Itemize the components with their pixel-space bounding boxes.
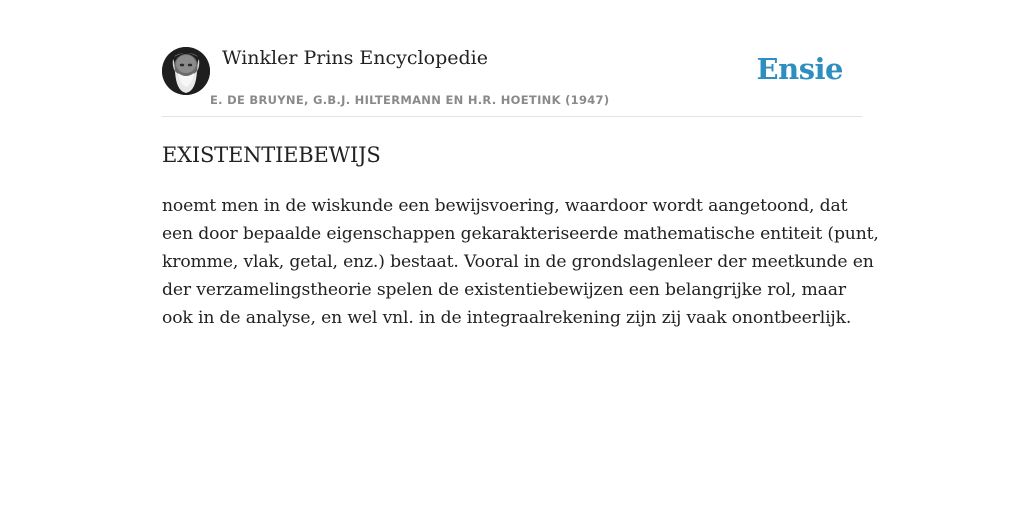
source-title[interactable]: Winkler Prins Encyclopedie bbox=[222, 47, 488, 69]
source-header bbox=[162, 46, 862, 117]
bearded-man-portrait-icon bbox=[162, 47, 210, 95]
entry-body-line: een door bepaalde eigenschappen gekarakteriseerde mathematische entiteit (punt, bbox=[162, 224, 879, 244]
entry-body bbox=[162, 192, 879, 332]
authors-line: E. DE BRUYNE, G.B.J. HILTERMANN EN H.R. HOETINK (1947) bbox=[210, 93, 610, 107]
entry-body-line: ook in de analyse, en wel vnl. in de integraalrekening zijn zij vaak onontbeerlijk. bbox=[162, 308, 852, 328]
entry-title: EXISTENTIEBEWIJS bbox=[162, 143, 381, 167]
entry-body-line: der verzamelingstheorie spelen de existentiebewijzen een belangrijke rol, maar bbox=[162, 280, 846, 300]
entry-body-line: noemt men in de wiskunde een bewijsvoering, waardoor wordt aangetoond, dat bbox=[162, 196, 848, 216]
brand-logo[interactable]: Ensie bbox=[756, 52, 843, 86]
entry-body-line: kromme, vlak, getal, enz.) bestaat. Vooral in de grondslagenleer der meetkunde en bbox=[162, 252, 874, 272]
